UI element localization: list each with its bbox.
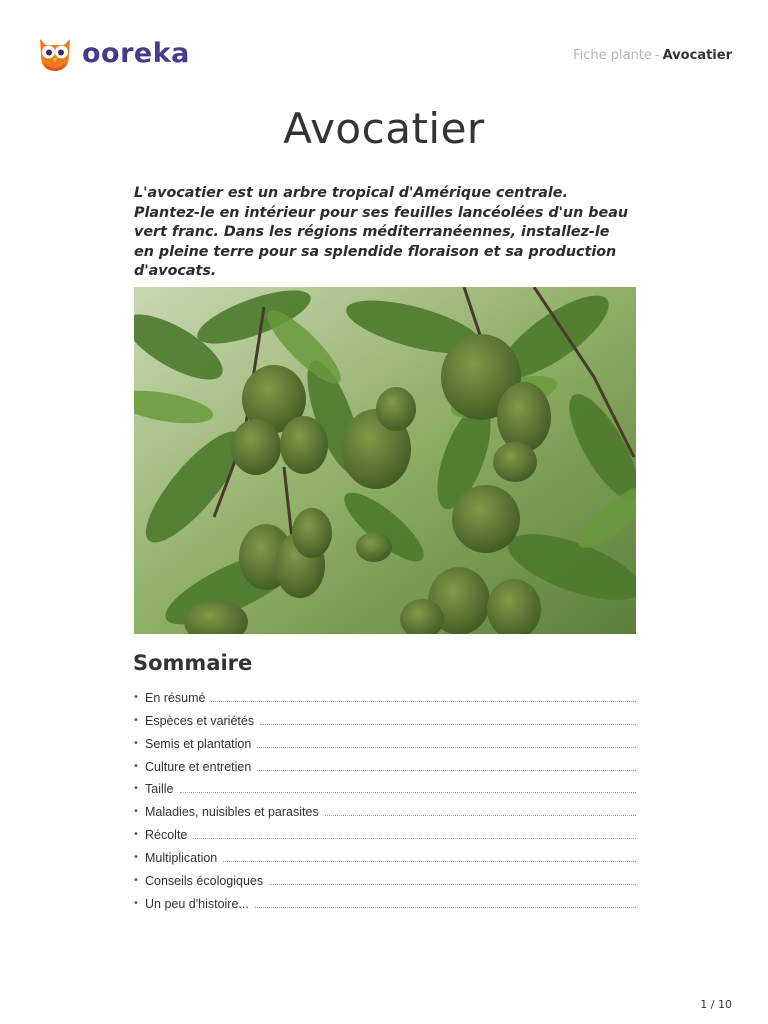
avocado-tree-photo — [134, 287, 636, 634]
ooreka-logo[interactable] — [36, 33, 190, 73]
toc-item-taille[interactable] — [133, 776, 636, 799]
breadcrumb-parent[interactable]: Fiche plante — [573, 48, 652, 63]
toc-leader — [325, 815, 636, 816]
toc-label[interactable]: Conseils écologiques — [145, 874, 264, 889]
toc-label[interactable]: En résumé — [145, 690, 206, 705]
toc-label[interactable]: Taille — [145, 782, 174, 797]
table-of-contents — [133, 684, 636, 913]
toc-item-conseils-ecologiques[interactable] — [133, 867, 636, 890]
toc-leader — [211, 701, 636, 702]
toc-label[interactable]: Culture et entretien — [145, 759, 252, 774]
toc-label[interactable]: Espèces et variétés — [145, 713, 255, 728]
toc-leader — [223, 861, 636, 862]
toc-item-multiplication[interactable] — [133, 844, 636, 867]
avocado-illustration — [134, 287, 636, 634]
breadcrumb-current: Avocatier — [662, 48, 732, 63]
toc-item-maladies[interactable] — [133, 798, 636, 821]
page-title: Avocatier — [283, 104, 485, 153]
toc-item-histoire[interactable] — [133, 890, 636, 913]
summary-title: Sommaire — [133, 651, 253, 675]
breadcrumb — [573, 48, 732, 63]
logo-wordmark: ooreka — [82, 37, 190, 69]
toc-label[interactable]: Semis et plantation — [145, 736, 252, 751]
page-header — [0, 0, 768, 100]
page-number: 1 / 10 — [700, 998, 732, 1011]
intro-paragraph: L'avocatier est un arbre tropical d'Amérique centrale. Plantez-le en intérieur pour ses feuilles lancéolées d'un beau vert franc. Dans les régions méditerranéennes, installez-le en pleine terre pour sa splendide floraison et sa production d'avocats. — [134, 185, 629, 279]
bullet-icon: • — [133, 829, 139, 841]
bullet-icon: • — [133, 691, 139, 703]
bullet-icon: • — [133, 737, 139, 749]
toc-leader — [257, 747, 636, 748]
bullet-icon: • — [133, 783, 139, 795]
toc-leader — [255, 907, 636, 908]
toc-label[interactable]: Maladies, nuisibles et parasites — [145, 805, 319, 820]
toc-leader — [180, 792, 637, 793]
bullet-icon: • — [133, 852, 139, 864]
toc-item-especes-varietes[interactable] — [133, 707, 636, 730]
toc-label[interactable]: Un peu d'histoire... — [145, 896, 249, 911]
toc-leader — [193, 838, 636, 839]
toc-leader — [260, 724, 636, 725]
toc-label[interactable]: Récolte — [145, 828, 188, 843]
breadcrumb-separator: - — [654, 48, 660, 63]
toc-leader — [269, 884, 636, 885]
bullet-icon: • — [133, 875, 139, 887]
toc-label[interactable]: Multiplication — [145, 851, 218, 866]
bullet-icon: • — [133, 806, 139, 818]
toc-item-semis-plantation[interactable] — [133, 730, 636, 753]
bullet-icon: • — [133, 714, 139, 726]
toc-item-en-resume[interactable] — [133, 684, 636, 707]
toc-item-culture-entretien[interactable] — [133, 753, 636, 776]
owl-logo-icon — [36, 33, 74, 73]
toc-leader — [257, 770, 636, 771]
bullet-icon: • — [133, 897, 139, 909]
bullet-icon: • — [133, 760, 139, 772]
toc-item-recolte[interactable] — [133, 821, 636, 844]
